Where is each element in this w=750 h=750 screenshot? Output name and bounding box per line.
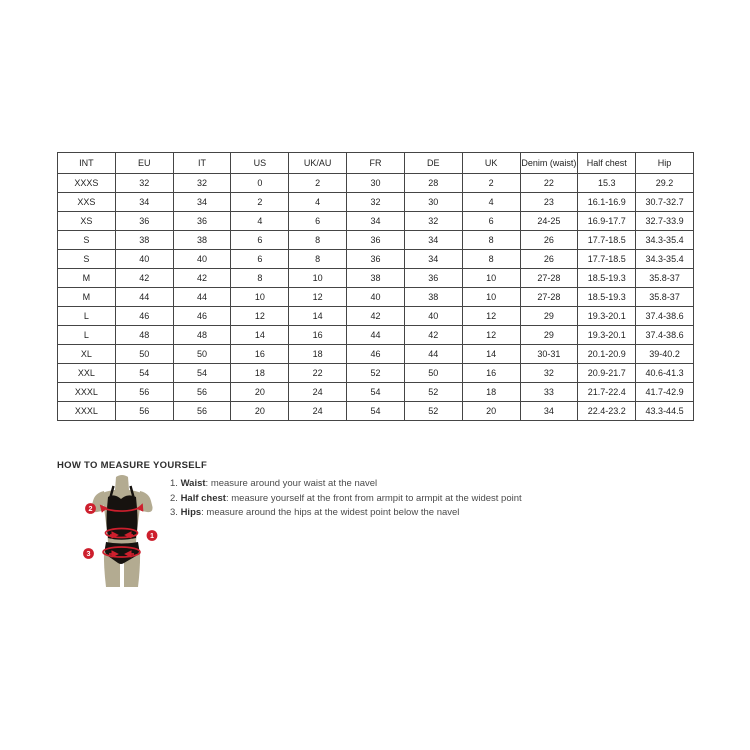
table-cell: 34 (173, 193, 231, 212)
size-chart-header-row (58, 153, 694, 174)
table-cell: 14 (289, 307, 347, 326)
table-cell: XXL (58, 364, 116, 383)
table-cell: 10 (289, 269, 347, 288)
table-cell: 22.4-23.2 (578, 402, 636, 421)
table-cell: 26 (520, 250, 578, 269)
column-header: Half chest (578, 153, 636, 174)
table-cell: 12 (289, 288, 347, 307)
table-row (58, 250, 694, 269)
table-cell: 36 (404, 269, 462, 288)
table-cell: 56 (173, 383, 231, 402)
table-cell: 18.5-19.3 (578, 269, 636, 288)
table-cell: XL (58, 345, 116, 364)
table-row (58, 193, 694, 212)
table-cell: 38 (115, 231, 173, 250)
table-cell: 27-28 (520, 288, 578, 307)
table-cell: 8 (462, 231, 520, 250)
table-cell: 54 (347, 402, 405, 421)
table-cell: 42 (347, 307, 405, 326)
table-cell: 52 (404, 402, 462, 421)
column-header: INT (58, 153, 116, 174)
table-cell: 16 (462, 364, 520, 383)
table-cell: 0 (231, 174, 289, 193)
table-cell: 10 (462, 269, 520, 288)
table-row (58, 402, 694, 421)
badge-3-hips (83, 548, 94, 559)
svg-text:1: 1 (150, 531, 154, 540)
table-row (58, 212, 694, 231)
table-cell: 48 (173, 326, 231, 345)
table-cell: 10 (231, 288, 289, 307)
table-cell: 4 (231, 212, 289, 231)
table-cell: 2 (289, 174, 347, 193)
table-cell: S (58, 250, 116, 269)
table-cell: 52 (347, 364, 405, 383)
column-header: UK/AU (289, 153, 347, 174)
column-header: US (231, 153, 289, 174)
table-cell: 29.2 (636, 174, 694, 193)
table-cell: 36 (115, 212, 173, 231)
column-header: Hip (636, 153, 694, 174)
table-cell: 14 (462, 345, 520, 364)
badge-2-chest (85, 503, 96, 514)
table-row (58, 364, 694, 383)
table-cell: 29 (520, 326, 578, 345)
table-cell: 20 (231, 402, 289, 421)
table-cell: 34 (520, 402, 578, 421)
table-cell: 16 (289, 326, 347, 345)
table-cell: 8 (462, 250, 520, 269)
table-cell: 35.8-37 (636, 269, 694, 288)
measure-step: 3. Hips: measure around the hips at the widest point below the navel (170, 507, 460, 519)
table-cell: 42 (173, 269, 231, 288)
table-cell: 50 (115, 345, 173, 364)
table-cell: 33 (520, 383, 578, 402)
table-cell: 29 (520, 307, 578, 326)
table-row (58, 231, 694, 250)
table-row (58, 269, 694, 288)
table-cell: 24-25 (520, 212, 578, 231)
table-cell: 46 (115, 307, 173, 326)
table-cell: 20 (231, 383, 289, 402)
table-cell: 18 (462, 383, 520, 402)
table-cell: 37.4-38.6 (636, 307, 694, 326)
table-cell: 32 (404, 212, 462, 231)
table-cell: L (58, 326, 116, 345)
table-cell: 40 (404, 307, 462, 326)
table-cell: 22 (520, 174, 578, 193)
table-cell: 17.7-18.5 (578, 250, 636, 269)
table-cell: 24 (289, 383, 347, 402)
table-cell: 38 (173, 231, 231, 250)
table-row (58, 307, 694, 326)
table-cell: 35.8-37 (636, 288, 694, 307)
table-cell: 19.3-20.1 (578, 307, 636, 326)
table-cell: 32.7-33.9 (636, 212, 694, 231)
table-cell: XXS (58, 193, 116, 212)
table-cell: 6 (231, 250, 289, 269)
table-cell: 40 (115, 250, 173, 269)
table-cell: 6 (289, 212, 347, 231)
table-cell: 12 (231, 307, 289, 326)
table-cell: 30.7-32.7 (636, 193, 694, 212)
table-cell: 36 (347, 250, 405, 269)
table-cell: 50 (404, 364, 462, 383)
table-cell: 16 (231, 345, 289, 364)
table-cell: 37.4-38.6 (636, 326, 694, 345)
table-cell: 15.3 (578, 174, 636, 193)
table-cell: 23 (520, 193, 578, 212)
table-cell: L (58, 307, 116, 326)
mannequin-figure-icon (76, 474, 168, 592)
table-cell: 36 (173, 212, 231, 231)
table-cell: 12 (462, 307, 520, 326)
measurement-figure (76, 474, 168, 592)
size-chart-body (58, 174, 694, 421)
column-header: Denim (waist) (520, 153, 578, 174)
table-cell: 20.9-21.7 (578, 364, 636, 383)
table-cell: 42 (115, 269, 173, 288)
table-cell: 54 (347, 383, 405, 402)
table-cell: 40 (173, 250, 231, 269)
table-cell: 44 (404, 345, 462, 364)
table-cell: 18 (289, 345, 347, 364)
table-cell: 42 (404, 326, 462, 345)
table-cell: 18.5-19.3 (578, 288, 636, 307)
table-cell: 34 (347, 212, 405, 231)
table-cell: 27-28 (520, 269, 578, 288)
table-cell: 38 (404, 288, 462, 307)
table-cell: 44 (347, 326, 405, 345)
table-cell: 32 (520, 364, 578, 383)
table-cell: XS (58, 212, 116, 231)
column-header: FR (347, 153, 405, 174)
column-header: IT (173, 153, 231, 174)
size-chart-table (57, 152, 694, 421)
table-cell: 12 (462, 326, 520, 345)
table-cell: 28 (404, 174, 462, 193)
table-cell: 14 (231, 326, 289, 345)
table-cell: XXXL (58, 402, 116, 421)
table-cell: 6 (462, 212, 520, 231)
table-cell: 6 (231, 231, 289, 250)
table-cell: 50 (173, 345, 231, 364)
table-row (58, 326, 694, 345)
measure-heading: HOW TO MEASURE YOURSELF (57, 460, 208, 471)
table-row (58, 345, 694, 364)
table-cell: S (58, 231, 116, 250)
table-cell: 56 (115, 383, 173, 402)
table-cell: 20.1-20.9 (578, 345, 636, 364)
table-cell: 34.3-35.4 (636, 250, 694, 269)
table-row (58, 288, 694, 307)
table-cell: 34 (115, 193, 173, 212)
table-cell: 4 (289, 193, 347, 212)
table-cell: 30 (347, 174, 405, 193)
table-cell: 36 (347, 231, 405, 250)
table-cell: 18 (231, 364, 289, 383)
table-cell: 54 (115, 364, 173, 383)
column-header: EU (115, 153, 173, 174)
svg-text:2: 2 (88, 504, 93, 513)
table-cell: 8 (289, 231, 347, 250)
table-cell: 56 (173, 402, 231, 421)
table-cell: 10 (462, 288, 520, 307)
table-cell: M (58, 269, 116, 288)
table-cell: 34.3-35.4 (636, 231, 694, 250)
table-cell: 16.1-16.9 (578, 193, 636, 212)
table-cell: 32 (173, 174, 231, 193)
table-row (58, 383, 694, 402)
table-cell: XXXL (58, 383, 116, 402)
table-cell: 48 (115, 326, 173, 345)
table-row (58, 174, 694, 193)
table-cell: 8 (289, 250, 347, 269)
measure-step: 1. Waist: measure around your waist at the navel (170, 478, 378, 489)
table-cell: 2 (462, 174, 520, 193)
table-cell: 56 (115, 402, 173, 421)
table-cell: M (58, 288, 116, 307)
table-cell: 17.7-18.5 (578, 231, 636, 250)
column-header: DE (404, 153, 462, 174)
table-cell: 43.3-44.5 (636, 402, 694, 421)
table-cell: 41.7-42.9 (636, 383, 694, 402)
table-cell: 4 (462, 193, 520, 212)
measure-steps (170, 477, 522, 521)
table-cell: 19.3-20.1 (578, 326, 636, 345)
table-cell: 16.9-17.7 (578, 212, 636, 231)
table-cell: 30-31 (520, 345, 578, 364)
table-cell: 44 (115, 288, 173, 307)
table-cell: 2 (231, 193, 289, 212)
table-cell: 38 (347, 269, 405, 288)
table-cell: 32 (115, 174, 173, 193)
table-cell: 52 (404, 383, 462, 402)
table-cell: 30 (404, 193, 462, 212)
column-header: UK (462, 153, 520, 174)
table-cell: 44 (173, 288, 231, 307)
table-cell: 24 (289, 402, 347, 421)
table-cell: 8 (231, 269, 289, 288)
table-cell: 34 (404, 231, 462, 250)
table-cell: 40.6-41.3 (636, 364, 694, 383)
table-cell: 21.7-22.4 (578, 383, 636, 402)
table-cell: 46 (173, 307, 231, 326)
measure-step: 2. Half chest: measure yourself at the front from armpit to armpit at the widest point (170, 492, 522, 504)
table-cell: 54 (173, 364, 231, 383)
table-cell: 20 (462, 402, 520, 421)
table-cell: 34 (404, 250, 462, 269)
table-cell: XXXS (58, 174, 116, 193)
svg-text:3: 3 (86, 549, 91, 558)
table-cell: 40 (347, 288, 405, 307)
table-cell: 26 (520, 231, 578, 250)
table-cell: 32 (347, 193, 405, 212)
badge-1-waist (147, 530, 158, 541)
table-cell: 46 (347, 345, 405, 364)
table-cell: 22 (289, 364, 347, 383)
table-cell: 39-40.2 (636, 345, 694, 364)
